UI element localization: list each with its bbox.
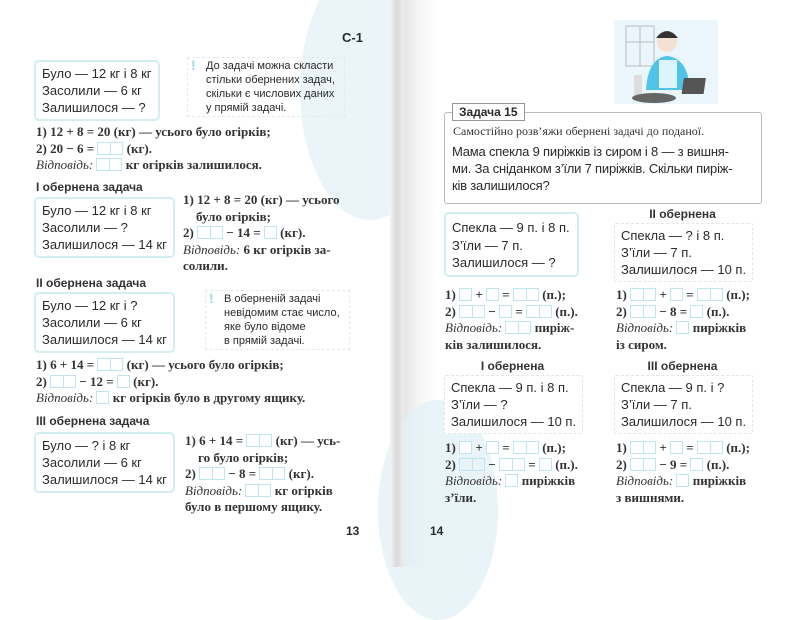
answer-input-box[interactable]: [50, 375, 76, 388]
text-line: Засолили — 6 кг: [42, 83, 142, 98]
section-heading: ІІІ обернена: [647, 359, 718, 373]
answer-input-box[interactable]: [690, 458, 703, 471]
task-problem: [452, 143, 732, 194]
solution-text: з’їли.: [445, 489, 477, 505]
answer-label: Відповідь:: [183, 241, 241, 257]
solution-text: пиріж-: [531, 320, 575, 335]
text-line: невідомим стає число,: [224, 307, 340, 319]
solution-text: (п.);: [722, 440, 750, 455]
answer-input-box[interactable]: [513, 441, 539, 454]
solution-line: [445, 473, 578, 490]
text-line: в прямій задачі.: [224, 335, 305, 347]
solution-text: −: [485, 303, 500, 319]
solution-text: 2): [616, 303, 631, 319]
answer-input-box[interactable]: [97, 358, 123, 371]
solution-line: [616, 304, 750, 321]
solution-text: +: [472, 287, 487, 302]
answer-input-box[interactable]: [670, 288, 683, 301]
solution-text: (кг).: [276, 225, 306, 240]
text-line: Мама спекла 9 пиріжків із сиром і 8 — з вишня-: [452, 144, 729, 159]
text-line: Залишилося — ?: [452, 255, 556, 270]
text-line: З’їли — ?: [451, 397, 508, 412]
answer-input-box[interactable]: [97, 142, 123, 155]
text-line: ків залишилося?: [452, 178, 550, 193]
text-line: Залишилося — 10 п.: [451, 414, 577, 429]
answer-input-box[interactable]: [459, 305, 485, 318]
solution-line: [616, 490, 750, 507]
solution-text: 6 кг огірків за-: [240, 241, 331, 257]
answer-input-box[interactable]: [117, 375, 130, 388]
text-line: Залишилося — ?: [42, 100, 146, 115]
text-line: скільки є числових даних: [206, 88, 335, 100]
answer-label: Відповідь:: [445, 473, 506, 488]
inverse1-solution: [445, 440, 578, 506]
text-line: Засолили — 6 кг: [42, 455, 142, 470]
solution-text: (п.);: [538, 287, 566, 302]
note-box: [187, 57, 345, 117]
solution-line: [36, 157, 271, 174]
note-text: [206, 59, 338, 115]
solution-text: 2): [185, 466, 200, 481]
answer-input-box[interactable]: [96, 158, 122, 171]
exclamation-icon: !: [191, 57, 196, 73]
answer-input-box[interactable]: [199, 467, 225, 480]
solution-text: 1) 12 + 8 = 20 (кг) — усього: [183, 192, 340, 207]
text-line: стільки обернених задач,: [206, 74, 335, 86]
text-line: Було — 12 кг і 8 кг: [42, 66, 152, 81]
solution-text: − 12 =: [76, 373, 117, 389]
solution-text: 1): [616, 287, 631, 302]
answer-input-box[interactable]: [630, 288, 656, 301]
solution-line: [185, 433, 340, 450]
solution-text: кг огірків: [271, 482, 333, 498]
answer-input-box[interactable]: [246, 434, 272, 447]
solution-text: =: [512, 303, 526, 319]
text-line: З’їли — 7 п.: [452, 237, 523, 253]
solution-text: (п.).: [703, 303, 730, 319]
text-line: З’їли — 7 п.: [621, 397, 692, 412]
text-line: Спекла — ? і 8 п.: [621, 228, 725, 243]
solution-line: [183, 209, 340, 226]
answer-label: Відповідь:: [445, 320, 506, 335]
section-code: С-1: [342, 30, 363, 45]
answer-input-box[interactable]: [197, 226, 223, 239]
solution-text: =: [683, 287, 697, 302]
direct-solution: [445, 287, 578, 353]
page-number: 13: [346, 524, 360, 538]
direct-condition: [34, 60, 160, 121]
inverse3-solution: [616, 440, 750, 506]
solution-text: 2): [445, 456, 460, 472]
inverse3-solution: [185, 433, 340, 516]
section-heading: ІІ обернена задача: [36, 276, 147, 290]
inverse2-solution: [36, 357, 305, 407]
solution-text: пиріжків: [689, 473, 747, 488]
mother-baking-illustration: [612, 20, 720, 106]
solution-line: [445, 337, 578, 354]
solution-text: було огірків;: [183, 208, 271, 224]
solution-line: [616, 440, 750, 457]
solution-text: пиріжків: [689, 320, 747, 335]
solution-line: [445, 440, 578, 457]
note-box: [205, 290, 350, 350]
solution-text: (п.).: [703, 456, 730, 472]
page-number: 14: [430, 524, 444, 538]
answer-input-box[interactable]: [96, 391, 109, 404]
answer-input-box[interactable]: [459, 458, 485, 471]
solution-text: 1) 6 + 14 =: [185, 433, 247, 448]
solution-line: [36, 390, 305, 407]
inverse2-condition: [614, 223, 753, 282]
solution-line: [36, 374, 305, 391]
answer-input-box[interactable]: [486, 441, 499, 454]
solution-text: (кг).: [285, 466, 314, 481]
inverse1-solution: [183, 192, 340, 275]
answer-label: Відповідь:: [185, 482, 246, 498]
solution-line: [616, 287, 750, 304]
solution-line: [183, 192, 340, 209]
text-line: Спекла — 9 п. і ?: [621, 380, 725, 395]
task-title: Задача 15: [452, 103, 525, 121]
solution-line: [36, 124, 271, 141]
solution-text: =: [525, 456, 539, 472]
answer-input-box[interactable]: [690, 305, 703, 318]
answer-input-box[interactable]: [459, 441, 472, 454]
answer-input-box[interactable]: [499, 305, 512, 318]
solution-text: 2): [183, 225, 198, 240]
answer-input-box[interactable]: [505, 474, 518, 487]
solution-line: [183, 225, 340, 242]
solution-text: з вишнями.: [616, 489, 685, 505]
solution-text: =: [683, 440, 697, 455]
solution-line: [185, 483, 340, 500]
direct-solution: [36, 124, 271, 174]
solution-text: 1): [445, 440, 460, 455]
solution-line: [36, 357, 305, 374]
solution-text: кг огірків залишилося.: [122, 157, 262, 172]
solution-text: (кг) — усь-: [272, 433, 341, 448]
answer-input-box[interactable]: [264, 226, 277, 239]
solution-text: із сиром.: [616, 336, 667, 352]
solution-line: [183, 258, 340, 275]
solution-text: (кг).: [123, 140, 152, 156]
solution-line: [616, 337, 750, 354]
solution-text: =: [499, 440, 513, 455]
solution-line: [445, 320, 578, 337]
solution-text: − 8 =: [225, 466, 260, 481]
solution-line: [183, 242, 340, 259]
solution-line: [616, 457, 750, 474]
solution-line: [445, 287, 578, 304]
answer-input-box[interactable]: [505, 321, 531, 334]
text-line: яке було відоме: [224, 321, 306, 333]
note-text: [224, 292, 343, 348]
solution-text: (кг).: [129, 373, 159, 389]
answer-input-box[interactable]: [513, 288, 539, 301]
solution-text: пиріжків: [518, 473, 576, 488]
solution-text: +: [656, 287, 671, 302]
answer-input-box[interactable]: [539, 458, 552, 471]
solution-text: ків залишилося.: [445, 336, 542, 352]
inverse1-condition: [34, 197, 175, 258]
solution-text: 1): [445, 287, 460, 302]
solution-text: (кг) — усього було огірків;: [123, 357, 284, 372]
answer-input-box[interactable]: [486, 288, 499, 301]
text-line: Залишилося — 10 п.: [621, 414, 747, 429]
solution-line: [185, 450, 340, 467]
solution-text: (п.);: [722, 287, 750, 302]
solution-line: [185, 466, 340, 483]
solution-line: [616, 473, 750, 490]
text-line: В оберненій задачі: [224, 293, 321, 305]
solution-text: 2) 20 − 6 =: [36, 140, 98, 156]
solution-text: 2): [36, 373, 51, 389]
text-line: Залишилося — 14 кг: [42, 332, 167, 347]
section-heading: І обернена задача: [36, 180, 143, 194]
solution-text: 1) 12 + 8 = 20 (кг) — усього було огірків;: [36, 124, 271, 139]
solution-text: (п.).: [551, 303, 578, 319]
text-line: ми. За сніданком з’їли 7 пиріжків. Скільки пиріж-: [452, 161, 733, 176]
solution-text: було в першому ящику.: [185, 499, 323, 514]
solution-text: =: [499, 287, 513, 302]
solution-text: го було огірків;: [185, 449, 289, 465]
answer-label: Відповідь:: [616, 320, 677, 335]
answer-input-box[interactable]: [697, 288, 723, 301]
direct-condition: [444, 212, 579, 277]
solution-line: [445, 457, 578, 474]
answer-input-box[interactable]: [459, 288, 472, 301]
answer-input-box[interactable]: [676, 474, 689, 487]
solution-text: солили.: [183, 258, 228, 273]
text-line: Було — 12 кг і 8 кг: [42, 203, 152, 218]
solution-text: −: [485, 456, 500, 472]
answer-input-box[interactable]: [259, 467, 285, 480]
answer-input-box[interactable]: [526, 305, 552, 318]
text-line: Залишилося — 10 п.: [621, 262, 747, 277]
solution-text: (п.).: [551, 456, 578, 472]
exclamation-icon: !: [209, 290, 214, 306]
text-line: Було — ? і 8 кг: [42, 438, 131, 453]
solution-text: 1) 6 + 14 =: [36, 357, 98, 372]
answer-input-box[interactable]: [499, 458, 525, 471]
answer-input-box[interactable]: [670, 441, 683, 454]
answer-input-box[interactable]: [630, 458, 656, 471]
solution-text: − 8 =: [656, 303, 691, 319]
solution-text: +: [656, 440, 671, 455]
answer-input-box[interactable]: [676, 321, 689, 334]
text-line: Спекла — 9 п. і 8 п.: [451, 380, 569, 395]
answer-label: Відповідь:: [616, 473, 677, 488]
solution-line: [185, 499, 340, 516]
text-line: у прямій задачі.: [206, 102, 287, 114]
solution-line: [616, 320, 750, 337]
solution-text: − 14 =: [223, 225, 264, 240]
solution-line: [36, 141, 271, 158]
inverse2-solution: [616, 287, 750, 353]
solution-text: 2): [445, 303, 460, 319]
solution-text: 1): [616, 440, 631, 455]
solution-text: кг огірків було в другому ящику.: [109, 390, 306, 405]
answer-label: Відповідь:: [36, 157, 97, 172]
text-line: Залишилося — 14 кг: [42, 472, 167, 487]
text-line: Засолили — 6 кг: [42, 315, 142, 330]
inverse1-condition: [444, 375, 583, 434]
answer-label: Відповідь:: [36, 390, 97, 405]
section-heading: ІІ обернена: [649, 207, 716, 221]
book-gutter: [390, 0, 404, 567]
text-line: Засолили — ?: [42, 220, 128, 235]
task-instruction: Самостійно розв’яжи обернені задачі до поданої.: [453, 124, 705, 138]
inverse3-condition: [614, 375, 753, 434]
section-heading: І обернена: [480, 359, 545, 373]
solution-line: [445, 304, 578, 321]
solution-text: − 9 =: [656, 456, 691, 472]
section-heading: ІІІ обернена задача: [36, 414, 150, 428]
inverse3-condition: [34, 432, 175, 493]
text-line: Було — 12 кг і ?: [42, 298, 138, 313]
text-line: З’їли — 7 п.: [621, 245, 692, 260]
inverse2-condition: [34, 292, 175, 353]
solution-line: [445, 490, 578, 507]
solution-text: +: [472, 440, 487, 455]
solution-text: (п.);: [538, 440, 566, 455]
answer-input-box[interactable]: [697, 441, 723, 454]
answer-input-box[interactable]: [245, 484, 271, 497]
text-line: До задачі можна скласти: [206, 60, 334, 72]
answer-input-box[interactable]: [630, 305, 656, 318]
answer-input-box[interactable]: [630, 441, 656, 454]
text-line: Спекла — 9 п. і 8 п.: [452, 220, 570, 235]
text-line: Залишилося — 14 кг: [42, 237, 167, 252]
solution-text: 2): [616, 456, 631, 472]
